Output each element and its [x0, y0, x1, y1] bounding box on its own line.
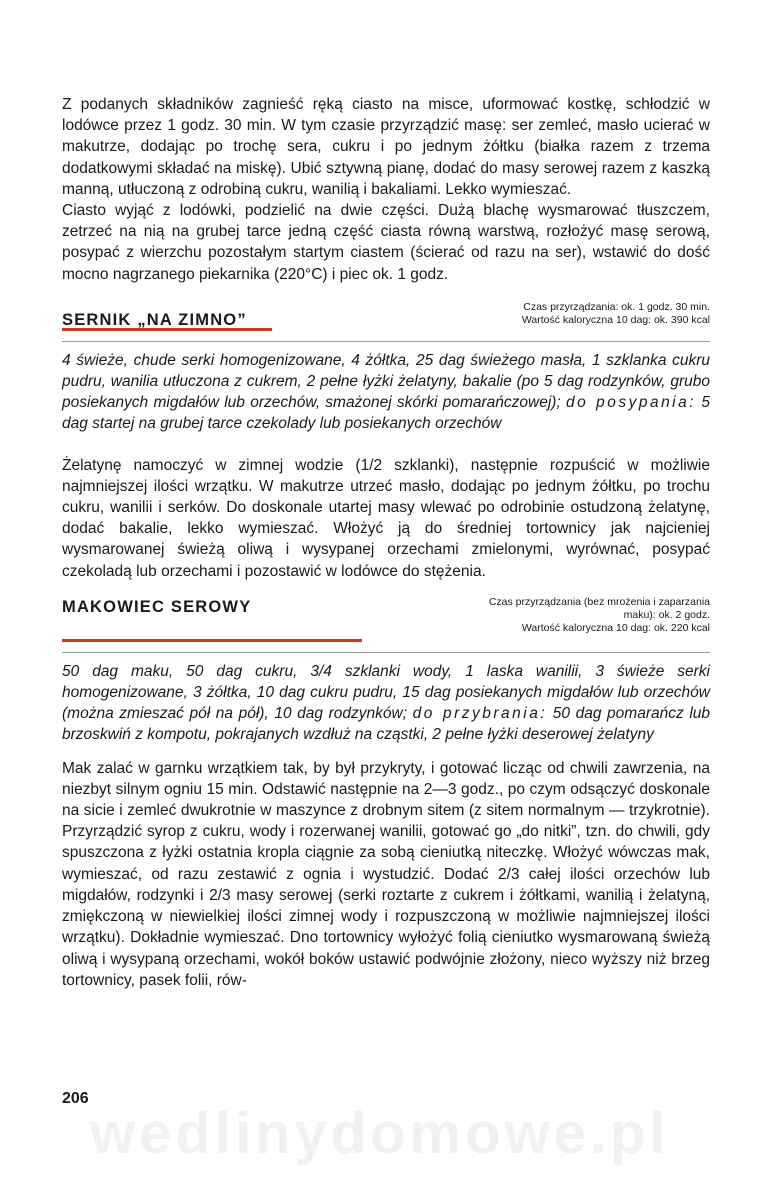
ingredients-makowiec [62, 652, 710, 746]
intro-paragraph-2: Ciasto wyjąć z lodówki, podzielić na dwie części. Dużą blachę wysmarować tłuszczem, zetrzeć na nią na grubej tarce jedną część ciasta równą warstwą, rozłożyć masę serową, posypać z wierzchu pozostałym startym ciastem (ścierać od razu na ser), wstawić do dość mocno nagrzanego piekarnika (220°C) i piec ok. 1 godz. [62, 202, 710, 283]
watermark: wedlinydomowe.pl [90, 1101, 670, 1166]
page-number: 206 [62, 1090, 89, 1107]
spacer [62, 746, 710, 758]
prep-time-cont: maku): ok. 2 godz. [623, 608, 710, 621]
prep-time: Czas przyrządzania (bez mrożenia i zaparzania [488, 595, 710, 608]
ingredients-rest: 50 dag pomarańcz lub brzoskwiń z kompotu, pokrajanych wzdłuż na cząstki, 2 pełne łyżki deserowej żelatyny [62, 705, 711, 744]
title-underline [62, 639, 362, 642]
ingredients-main: 4 świeże, chude serki homogenizowane, 4 żółtka, 25 dag świeżego masła, 1 szklanka cukru pudru, wanilia utłuczona z cukrem, 2 pełne łyżki żelatyny, bakalie (po 5 dag rodzynków, grubo posiekanych migdałów lub orzechów, smażonej skórki pomarańczowej); [62, 351, 710, 412]
intro-text [62, 94, 710, 285]
ingredients-sernik [62, 341, 710, 435]
recipe-title-sernik: SERNIK „NA ZIMNO” [62, 310, 247, 329]
spacer [62, 435, 710, 455]
calories: Wartość kaloryczna 10 dag: ok. 220 kcal [521, 621, 710, 634]
recipe-header-sernik [62, 301, 710, 331]
recipe-meta-makowiec [380, 596, 710, 635]
ingredients-main: 50 dag maku, 50 dag cukru, 3/4 szklanki wody, 1 laska wanilii, 3 świeże serki homogenizowane, 3 żółtka, 10 dag cukru pudru, 15 dag posiekanych migdałów lub orzechów (można zmieszać pół na pół), 10 dag rodzynków; [62, 662, 710, 723]
ingredients-label: do posypania: [566, 394, 697, 412]
intro-paragraph-1: Z podanych składników zagnieść ręką ciasto na misce, uformować kostkę, schłodzić w lodówce przez 1 godz. 30 min. W tym czasie przyrządzić masę: ser zemleć, masło ucierać w makutrze, dodając po trochę sera, cukru i po jednym żółtku (białka razem z trzema dodatkowymi składać na miskę). Ubić sztywną pianę, dodać do masy serowej razem z kaszką manną, utłuczoną z odrobiną cukru, wanilią i bakaliami. Lekko wymieszać. [62, 96, 710, 198]
recipe-meta-sernik [380, 301, 710, 327]
method-makowiec: Mak zalać w garnku wrzątkiem tak, by był przykryty, i gotować licząc od chwili zawrzenia, na niezbyt silnym ogniu 15 min. Odstawić następnie na 2—3 godz., po czym odsączyć doskonale na sicie i zemleć dwukrotnie w maszynce z drobnym sitem (z sitem normalnym — trzykrotnie). Przyrządzić syrop z cukru, wody i rozerwanej wanilii, gotować go „do nitki”, tzn. do chwili, gdy spuszczona z łyżki ostatnia kropla ciągnie za sobą cieniutką niteczkę. Włożyć wówczas mak, wymieszać, od razu zestawić z ognia i wystudzić. Dodać 2/3 całej ilości orzechów lub migdałów, rodzynki i 2/3 masy serowej (serki roztarte z cukrem i żółtkami, wanilią i żelatyną, zmiękczoną w niewielkiej ilości zimnej wody i rozpuszczoną w możliwie najmniejszej ilości wrzątku). Dokładnie wymieszać. Dno tortownicy wyłożyć folią cieniutko wysmarowaną świeżą oliwą i wysypaną orzechami, wokół boków ustawić podwójnie złożony, nieco wyższy niż brzeg tortownicy, pasek folii, rów- [62, 759, 710, 989]
recipe-header-makowiec [62, 596, 710, 642]
ingredients-label: do przybrania: [412, 705, 548, 723]
calories: Wartość kaloryczna 10 dag: ok. 390 kcal [521, 313, 710, 326]
prep-time: Czas przyrządzania: ok. 1 godz. 30 min. [523, 300, 710, 313]
ingredients-rest: 5 dag startej na grubej tarce czekolady lub posiekanych orzechów [62, 394, 710, 433]
method-sernik: Żelatynę namoczyć w zimnej wodzie (1/2 szklanki), następnie rozpuścić w możliwie najmniejszej ilości wrzątku. W makutrze utrzeć masło, dodając po jednym żółtku, po trochu cukru, wanilii i serków. Do doskonale utartej masy wlewać po odrobinie ostudzoną żelatynę, dodać bakalie, lekko wymieszać. Włożyć ją do średniej tortownicy jak najcieniej wysmarowanej świeżą oliwą i wysypanej orzechami zmielonymi, wyrównać, posypać czekoladą lub orzechami i pozostawić w lodówce do stężenia. [62, 456, 710, 580]
page-content [62, 94, 710, 991]
recipe-title-makowiec: MAKOWIEC SEROWY [62, 597, 252, 616]
